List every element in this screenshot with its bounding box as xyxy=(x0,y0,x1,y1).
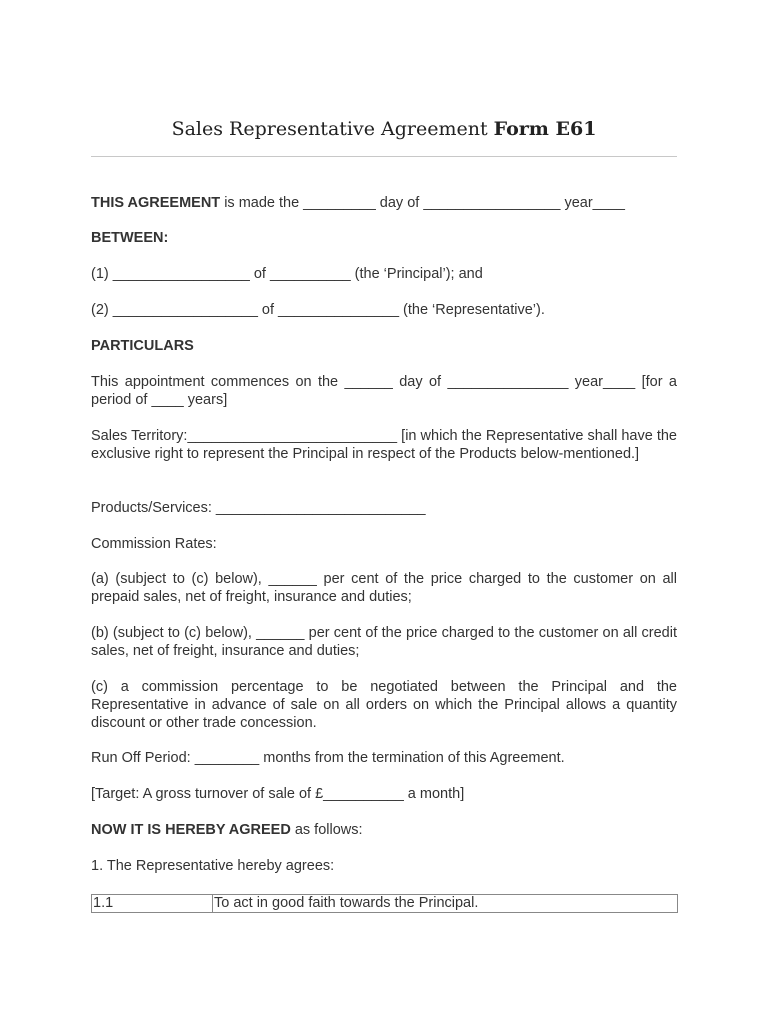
clause-table xyxy=(91,894,678,913)
run-off-period: Run Off Period: ________ months from the termination of this Agreement. xyxy=(91,750,565,766)
particulars-heading xyxy=(91,337,677,355)
commission-heading: Commission Rates: xyxy=(91,536,217,552)
clause-1-heading: 1. The Representative hereby agrees: xyxy=(91,858,335,874)
territory-paragraph: Sales Territory:__________________________ [in which the Representative shall have the exclusive right to represent the Principal in respect of the Products below-mentioned.] xyxy=(91,428,677,462)
party-2: (2) __________________ of _______________ (the ‘Representative’). xyxy=(91,302,545,318)
clause-text: To act in good faith towards the Principal. xyxy=(213,895,678,913)
particulars-heading-text: PARTICULARS xyxy=(91,338,194,354)
products-line: Products/Services: __________________________ xyxy=(91,500,426,516)
agreed-paragraph xyxy=(91,821,677,839)
clause-number: 1.1 xyxy=(92,895,213,913)
between-heading xyxy=(91,229,677,247)
title-divider xyxy=(91,156,677,157)
target-line: [Target: A gross turnover of sale of £__________ a month] xyxy=(91,786,465,802)
intro-paragraph xyxy=(91,194,677,212)
title-main: Sales Representative Agreement xyxy=(171,118,488,140)
table-row xyxy=(92,895,678,913)
commission-c: (c) a commission percentage to be negotiated between the Principal and the Representative in advance of sale on all orders on which the Principal allows a quantity discount or other trade concession. xyxy=(91,679,677,731)
party-1: (1) _________________ of __________ (the ‘Principal’); and xyxy=(91,266,483,282)
title-form-number: Form E61 xyxy=(493,118,597,140)
between-heading-text: BETWEEN: xyxy=(91,230,169,246)
intro-text: is made the _________ day of _________________ year____ xyxy=(220,195,625,211)
appointment-paragraph: This appointment commences on the ______ day of _______________ year____ [for a period of ____ years] xyxy=(91,374,677,408)
page-title xyxy=(91,118,677,140)
agreed-bold: NOW IT IS HEREBY AGREED xyxy=(91,822,291,838)
agreed-text: as follows: xyxy=(290,822,363,838)
commission-a: (a) (subject to (c) below), ______ per cent of the price charged to the customer on all prepaid sales, net of freight, insurance and duties; xyxy=(91,571,677,605)
intro-bold: THIS AGREEMENT xyxy=(91,195,221,211)
commission-b: (b) (subject to (c) below), ______ per cent of the price charged to the customer on all credit sales, net of freight, insurance and duties; xyxy=(91,625,677,659)
